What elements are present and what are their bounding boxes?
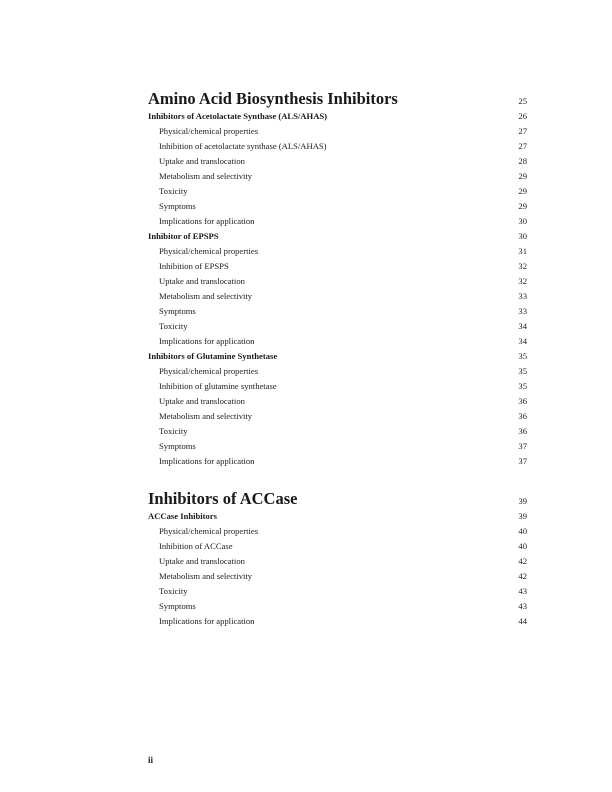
toc-section-title: ACCase Inhibitors: [148, 511, 217, 521]
toc-subsection-page-number: 29: [518, 186, 527, 196]
dot-leader: [302, 503, 517, 510]
toc-subsection-title: Inhibition of acetolactate synthase (ALS/AHAS): [159, 141, 327, 151]
dot-leader: [259, 253, 517, 260]
toc-section[interactable]: [148, 229, 527, 244]
dot-leader: [253, 578, 517, 585]
toc-subsection[interactable]: [148, 154, 527, 169]
toc-subsection-page-number: 37: [518, 456, 527, 466]
toc-subsection-title: Metabolism and selectivity: [159, 291, 253, 301]
toc-subsection[interactable]: [148, 139, 527, 154]
toc-subsection-page-number: 37: [518, 441, 527, 451]
toc-subsection-page-number: 27: [518, 126, 527, 136]
toc-subsection[interactable]: [148, 569, 527, 584]
toc-subsection-page-number: 40: [518, 541, 527, 551]
toc-subsection-page-number: 32: [518, 261, 527, 271]
toc-subsection[interactable]: [148, 199, 527, 214]
toc-subsection[interactable]: [148, 184, 527, 199]
toc-subsection-title: Inhibition of EPSPS: [159, 261, 229, 271]
toc-subsection[interactable]: [148, 599, 527, 614]
toc-subsection-title: Physical/chemical properties: [159, 526, 259, 536]
toc-section[interactable]: [148, 349, 527, 364]
dot-leader: [234, 548, 518, 555]
toc-subsection-title: Physical/chemical properties: [159, 366, 259, 376]
toc-subsection[interactable]: [148, 584, 527, 599]
toc-subsection-title: Metabolism and selectivity: [159, 411, 253, 421]
dot-leader: [253, 178, 517, 185]
toc-subsection-page-number: 36: [518, 396, 527, 406]
toc-subsection[interactable]: [148, 364, 527, 379]
toc-subsection[interactable]: [148, 539, 527, 554]
toc-subsection-page-number: 42: [518, 571, 527, 581]
dot-leader: [278, 388, 518, 395]
toc-subsection[interactable]: [148, 409, 527, 424]
toc-subsection-page-number: 40: [518, 526, 527, 536]
toc-chapter-page-number: 25: [518, 96, 527, 106]
toc-subsection-title: Metabolism and selectivity: [159, 171, 253, 181]
toc-subsection[interactable]: [148, 454, 527, 469]
dot-leader: [255, 343, 517, 350]
toc-section-page-number: 39: [518, 511, 527, 521]
dot-leader: [246, 283, 517, 290]
toc-subsection-title: Toxicity: [159, 186, 188, 196]
dot-leader: [255, 223, 517, 230]
toc-subsection[interactable]: [148, 319, 527, 334]
dot-leader: [221, 518, 517, 525]
toc-subsection-title: Physical/chemical properties: [159, 246, 259, 256]
dot-leader: [223, 238, 518, 245]
toc-subsection[interactable]: [148, 394, 527, 409]
toc-subsection-title: Toxicity: [159, 586, 188, 596]
toc-subsection-title: Symptoms: [159, 601, 196, 611]
toc-subsection-page-number: 27: [518, 141, 527, 151]
toc-subsection-page-number: 31: [518, 246, 527, 256]
toc-subsection-title: Physical/chemical properties: [159, 126, 259, 136]
toc-subsection-page-number: 28: [518, 156, 527, 166]
dot-leader: [281, 358, 517, 365]
toc-subsection-title: Uptake and translocation: [159, 556, 245, 566]
toc-subsection-page-number: 44: [518, 616, 527, 626]
toc-subsection-page-number: 36: [518, 426, 527, 436]
toc-section-title: Inhibitor of EPSPS: [148, 231, 219, 241]
dot-leader: [259, 373, 517, 380]
dot-leader: [230, 268, 518, 275]
toc-chapter[interactable]: [148, 489, 527, 509]
toc-subsection[interactable]: [148, 124, 527, 139]
dot-leader: [403, 103, 518, 110]
toc-subsection-title: Metabolism and selectivity: [159, 571, 253, 581]
dot-leader: [246, 163, 517, 170]
toc-subsection-title: Uptake and translocation: [159, 396, 245, 406]
toc-subsection-page-number: 43: [518, 601, 527, 611]
toc-subsection-page-number: 43: [518, 586, 527, 596]
toc-subsection-title: Uptake and translocation: [159, 276, 245, 286]
toc-section-page-number: 35: [518, 351, 527, 361]
page-number: ii: [148, 755, 154, 765]
toc-subsection[interactable]: [148, 214, 527, 229]
toc-subsection-page-number: 33: [518, 306, 527, 316]
toc-section-title: Inhibitors of Acetolactate Synthase (ALS/AHAS): [148, 111, 328, 121]
toc-subsection-title: Toxicity: [159, 321, 188, 331]
toc-subsection-title: Uptake and translocation: [159, 156, 245, 166]
dot-leader: [331, 118, 517, 125]
dot-leader: [246, 403, 517, 410]
dot-leader: [189, 433, 518, 440]
toc-subsection-page-number: 30: [518, 216, 527, 226]
toc-subsection-page-number: 35: [518, 381, 527, 391]
dot-leader: [253, 298, 517, 305]
toc-subsection-title: Inhibition of ACCase: [159, 541, 233, 551]
toc-subsection-title: Symptoms: [159, 306, 196, 316]
toc-subsection[interactable]: [148, 439, 527, 454]
toc-subsection-page-number: 33: [518, 291, 527, 301]
toc-chapter-page-number: 39: [518, 496, 527, 506]
toc-subsection[interactable]: [148, 304, 527, 319]
dot-leader: [197, 313, 518, 320]
toc-subsection-title: Symptoms: [159, 441, 196, 451]
dot-leader: [189, 593, 518, 600]
dot-leader: [255, 623, 517, 630]
toc-section[interactable]: [148, 509, 527, 524]
toc-subsection[interactable]: [148, 274, 527, 289]
toc-subsection-page-number: 29: [518, 171, 527, 181]
toc-chapter-title: Inhibitors of ACCase: [148, 489, 298, 508]
toc-subsection-title: Implications for application: [159, 336, 255, 346]
toc-subsection[interactable]: [148, 289, 527, 304]
toc-subsection[interactable]: [148, 424, 527, 439]
toc-chapter[interactable]: [148, 89, 527, 109]
toc-subsection[interactable]: [148, 614, 527, 629]
toc-subsection-page-number: 35: [518, 366, 527, 376]
dot-leader: [189, 193, 518, 200]
toc-subsection-title: Symptoms: [159, 201, 196, 211]
dot-leader: [246, 563, 517, 570]
toc-subsection[interactable]: [148, 379, 527, 394]
toc-subsection-page-number: 34: [518, 336, 527, 346]
toc-subsection-page-number: 34: [518, 321, 527, 331]
toc-subsection[interactable]: [148, 524, 527, 539]
toc-subsection-page-number: 36: [518, 411, 527, 421]
dot-leader: [253, 418, 517, 425]
toc-chapter-title: Amino Acid Biosynthesis Inhibitors: [148, 89, 398, 108]
toc-subsection[interactable]: [148, 259, 527, 274]
dot-leader: [255, 463, 517, 470]
toc-subsection[interactable]: [148, 244, 527, 259]
toc-subsection-page-number: 32: [518, 276, 527, 286]
toc-section[interactable]: [148, 109, 527, 124]
toc-subsection-title: Implications for application: [159, 216, 255, 226]
dot-leader: [328, 148, 518, 155]
toc-subsection[interactable]: [148, 169, 527, 184]
dot-leader: [259, 533, 517, 540]
toc-subsection[interactable]: [148, 334, 527, 349]
toc-subsection-title: Implications for application: [159, 616, 255, 626]
toc-subsection-title: Inhibition of glutamine synthetase: [159, 381, 277, 391]
toc-section-page-number: 30: [518, 231, 527, 241]
toc-subsection-title: Implications for application: [159, 456, 255, 466]
toc-subsection[interactable]: [148, 554, 527, 569]
toc-section-title: Inhibitors of Glutamine Synthetase: [148, 351, 278, 361]
toc-subsection-page-number: 29: [518, 201, 527, 211]
toc-subsection-title: Toxicity: [159, 426, 188, 436]
table-of-contents: [148, 89, 527, 629]
toc-subsection-page-number: 42: [518, 556, 527, 566]
toc-section-page-number: 26: [518, 111, 527, 121]
